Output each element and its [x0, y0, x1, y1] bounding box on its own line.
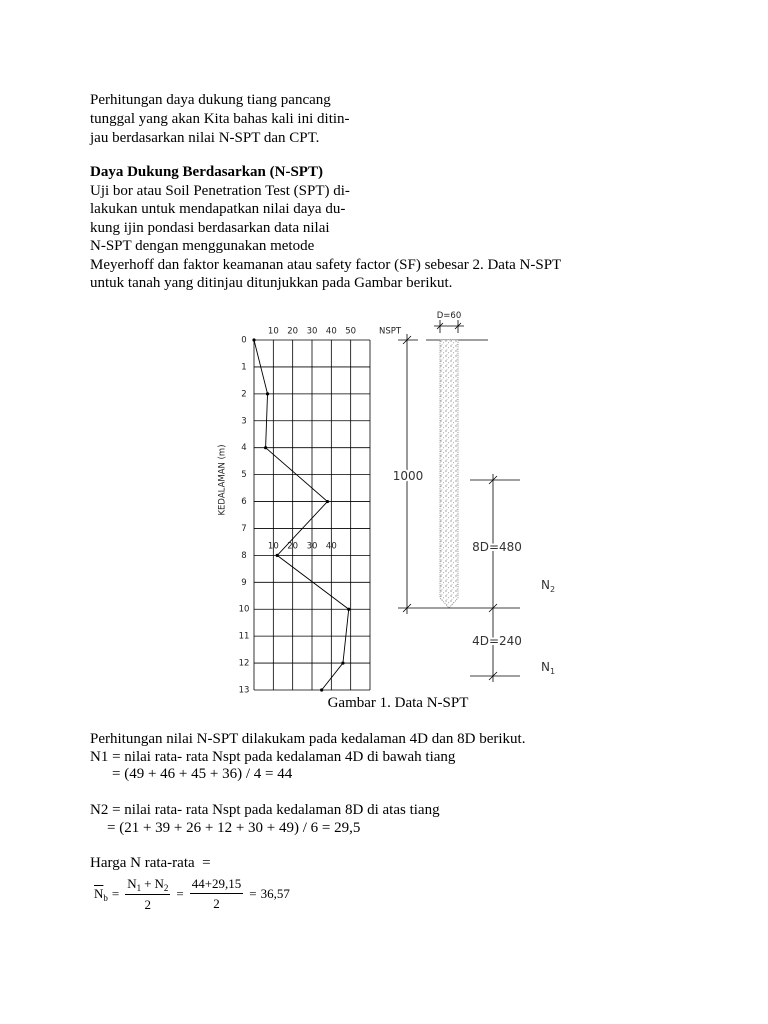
- y-tick-label: 7: [241, 523, 247, 534]
- nspt-section: [90, 163, 561, 293]
- y-tick-label: 0: [241, 335, 247, 346]
- n1-definition: N1 = nilai rata- rata Nspt pada kedalaman 4D di bawah tiang: [90, 748, 456, 765]
- lower-zone-label: 4D=240: [472, 634, 522, 648]
- spacer: [90, 837, 525, 855]
- nspt-data-point: [252, 338, 255, 341]
- n1-label-subscript: 1: [549, 667, 556, 676]
- intro-paragraph: [90, 91, 350, 148]
- nspt-data-point: [347, 608, 350, 611]
- y-tick-label: 1: [241, 362, 247, 373]
- y-tick-label: 10: [238, 604, 250, 615]
- y-tick-label: 13: [238, 685, 250, 696]
- fraction-2-denominator: 2: [213, 896, 220, 911]
- section-line: Uji bor atau Soil Penetration Test (SPT) di-: [90, 182, 350, 199]
- nspt-data-point: [266, 392, 269, 395]
- y-tick-label: 6: [241, 497, 247, 508]
- average-n-formula: [94, 874, 290, 914]
- nspt-data-point: [341, 661, 344, 664]
- n1-calculation: = (49 + 46 + 45 + 36) / 4 = 44: [112, 766, 293, 783]
- y-axis-title: KEDALAMAN (m): [217, 444, 228, 516]
- section-heading: Daya Dukung Berdasarkan (N-SPT): [90, 164, 323, 180]
- y-tick-label: 8: [241, 550, 247, 561]
- x-tick-label: 10: [267, 326, 279, 337]
- section-line: lakukan untuk mendapatkan nilai daya du-: [90, 201, 346, 217]
- formula-lhs: [94, 887, 108, 902]
- nspt-data-point: [276, 554, 279, 557]
- formula-equals: =: [249, 886, 257, 901]
- n2-label-subscript: 2: [549, 585, 556, 594]
- nspt-data-point: [264, 446, 267, 449]
- formula-fraction-2: [190, 877, 244, 911]
- intro-line: jau berdasarkan nilai N-SPT dan CPT.: [90, 130, 320, 146]
- section-line: N-SPT dengan menggunakan metode: [90, 238, 315, 254]
- formula-result: 36,57: [260, 886, 290, 901]
- section-line: kung ijin pondasi berdasarkan data nilai: [90, 219, 330, 236]
- y-tick-label: 11: [238, 631, 250, 642]
- n2-label: [541, 578, 555, 594]
- average-label: Harga N rata-rata =: [90, 854, 211, 871]
- calc-intro: Perhitungan nilai N-SPT dilakukam pada kedalaman 4D dan 8D berikut.: [90, 731, 526, 747]
- x-tick-label: 30: [306, 326, 318, 337]
- spacer: [90, 784, 525, 802]
- n2-definition: N2 = nilai rata- rata Nspt pada kedalaman 8D di atas tiang: [90, 801, 440, 818]
- n2-label-main: N: [541, 578, 550, 592]
- y-tick-label: 4: [241, 443, 247, 454]
- x-tick-label: 20: [287, 326, 299, 337]
- plus-sign: +: [144, 875, 152, 891]
- formula-lhs-subscript: b: [103, 892, 108, 903]
- fraction-2-numerator: 44+29,15: [190, 877, 244, 894]
- nspt-data-point: [326, 500, 329, 503]
- n1-symbol: N: [127, 875, 137, 891]
- section-line: untuk tanah yang ditinjau ditunjukkan pada Gambar berikut.: [90, 275, 453, 291]
- n1-subscript: 1: [136, 882, 142, 893]
- n2-calculation: = (21 + 39 + 26 + 12 + 30 + 49) / 6 = 29,5: [107, 819, 361, 836]
- y-tick-label: 3: [241, 416, 247, 427]
- y-tick-label: 2: [241, 389, 247, 400]
- x-tick-label-inner: 10: [267, 541, 279, 552]
- calculation-section: [90, 731, 525, 873]
- n1-label: [541, 660, 555, 676]
- formula-equals: =: [176, 886, 184, 901]
- fraction-1-denominator: 2: [144, 896, 152, 912]
- figure-caption: Gambar 1. Data N-SPT: [327, 695, 469, 711]
- intro-line: Perhitungan daya dukung tiang pancang: [90, 92, 331, 108]
- formula-n-bar: $\overline{N}$: [94, 885, 104, 901]
- x-tick-label: 50: [345, 326, 357, 337]
- y-tick-label: 9: [241, 577, 247, 588]
- figure-1: [200, 300, 580, 700]
- formula-equals: =: [111, 886, 120, 901]
- formula-fraction-1: [125, 877, 170, 912]
- x-tick-label-inner: 30: [306, 541, 318, 552]
- n2-symbol: N: [154, 875, 164, 891]
- x-tick-label: 40: [325, 326, 337, 337]
- upper-zone-label: 8D=480: [472, 540, 522, 554]
- intro-line: tunggal yang akan Kita bahas kali ini ditin-: [90, 111, 350, 127]
- x-axis-title: NSPT: [379, 326, 402, 337]
- nspt-data-point: [320, 688, 323, 691]
- section-line: Meyerhoff dan faktor keamanan atau safety factor (SF) sebesar 2. Data N-SPT: [90, 256, 562, 273]
- y-tick-label: 12: [238, 658, 250, 669]
- diameter-label: D=60: [436, 311, 462, 321]
- pile-body: [440, 340, 458, 608]
- x-tick-label-inner: 20: [287, 541, 299, 552]
- y-tick-label: 5: [241, 470, 247, 481]
- n2-subscript: 2: [163, 882, 169, 893]
- length-label: 1000: [392, 469, 424, 483]
- nspt-chart: [218, 327, 402, 696]
- fraction-1-numerator: [125, 877, 170, 895]
- x-tick-label-inner: 40: [325, 541, 337, 552]
- pile-diagram: [393, 311, 555, 682]
- n1-label-main: N: [541, 660, 550, 674]
